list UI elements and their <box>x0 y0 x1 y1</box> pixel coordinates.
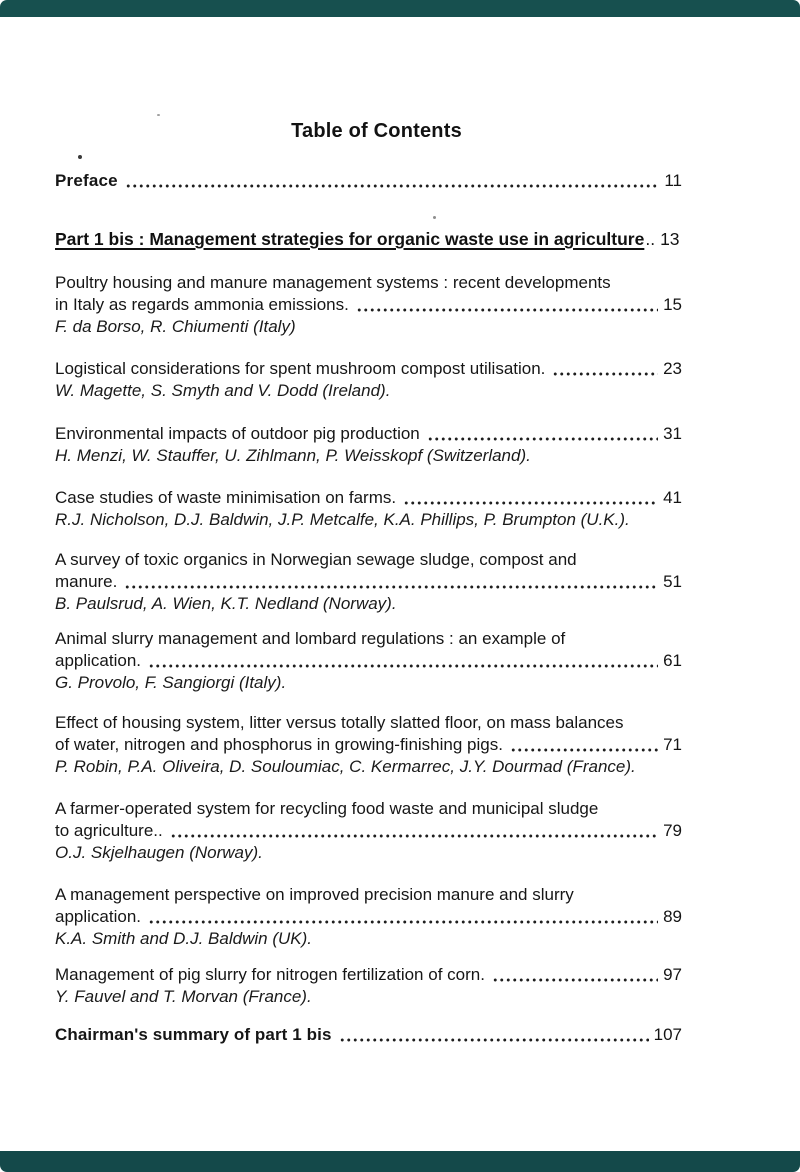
toc-entry <box>55 549 682 615</box>
toc-entry-title-row <box>55 358 682 380</box>
toc-entry-title-row <box>55 571 682 593</box>
toc-entry-title: A farmer-operated system for recycling food waste and municipal sludge <box>55 799 599 818</box>
page-number: 79 <box>663 821 682 840</box>
toc-entry-title-row <box>55 294 682 316</box>
toc-entry-authors: K.A. Smith and D.J. Baldwin (UK). <box>55 929 312 948</box>
dot-leader <box>148 906 658 928</box>
toc-entry-title-row <box>55 734 682 756</box>
toc-entry-title: A management perspective on improved precision manure and slurry <box>55 885 574 904</box>
dot-leader <box>552 358 658 380</box>
toc-entry-title-cont: in Italy as regards ammonia emissions. <box>55 295 349 314</box>
toc-entry-authors: P. Robin, P.A. Oliveira, D. Souloumiac, C. Kermarrec, J.Y. Dourmad (France). <box>55 757 636 776</box>
page-number: 89 <box>663 907 682 926</box>
page-number: 71 <box>663 735 682 754</box>
toc-entry-authors: O.J. Skjelhaugen (Norway). <box>55 843 263 862</box>
toc-entry <box>55 884 682 950</box>
page-number: 13 <box>660 229 680 249</box>
toc-entry-authors: W. Magette, S. Smyth and V. Dodd (Ireland). <box>55 381 391 400</box>
toc-entry-authors: G. Provolo, F. Sangiorgi (Italy). <box>55 673 287 692</box>
toc-entry-authors: Y. Fauvel and T. Morvan (France). <box>55 987 312 1006</box>
part-heading-trailing-dots: .. <box>645 229 656 249</box>
preface-label: Preface <box>55 171 118 190</box>
toc-entry-title-cont: application. <box>55 651 142 670</box>
dot-leader <box>125 170 660 192</box>
page-number: 11 <box>664 171 682 190</box>
toc-entry <box>55 628 682 694</box>
toc-entry <box>55 423 682 467</box>
page-number: 51 <box>663 572 682 591</box>
toc-entry-title-cont: application. <box>55 907 142 926</box>
toc-entry-title-row <box>55 650 682 672</box>
dot-leader <box>148 650 658 672</box>
toc-part-heading-row <box>55 228 682 250</box>
toc-entry-authors: B. Paulsrud, A. Wien, K.T. Nedland (Norway). <box>55 594 397 613</box>
dot-leader <box>339 1024 649 1046</box>
toc-entry <box>55 712 682 778</box>
page-number: 61 <box>663 651 682 670</box>
dot-leader <box>492 964 658 986</box>
page-number: 41 <box>663 488 682 507</box>
toc-entry <box>55 798 682 864</box>
page-number: 31 <box>663 424 682 443</box>
toc-entry-title-cont: manure. <box>55 572 118 591</box>
toc-entry-title: Poultry housing and manure management systems : recent developments <box>55 273 611 292</box>
toc-chairman-row <box>55 1024 682 1046</box>
toc-entry-title: Environmental impacts of outdoor pig production <box>55 424 420 443</box>
bottom-edge-bar <box>0 1151 800 1172</box>
dot-leader <box>403 487 658 509</box>
toc-entry-title-row <box>55 964 682 986</box>
page-number: 15 <box>663 295 682 314</box>
toc-entry-title: Case studies of waste minimisation on farms. <box>55 488 397 507</box>
dot-leader <box>124 571 658 593</box>
toc-entry-title: A survey of toxic organics in Norwegian sewage sludge, compost and <box>55 550 577 569</box>
page-number: 23 <box>663 359 682 378</box>
toc-entry-title: Effect of housing system, litter versus totally slatted floor, on mass balances <box>55 713 624 732</box>
chairman-summary-label: Chairman's summary of part 1 bis <box>55 1025 332 1044</box>
page-title: Table of Contents <box>291 120 462 142</box>
toc-entry-title-cont: of water, nitrogen and phosphorus in growing-finishing pigs. <box>55 735 503 754</box>
toc-entry-title-row <box>55 820 682 842</box>
toc-content <box>55 0 682 1046</box>
dot-leader <box>427 423 658 445</box>
dot-leader <box>510 734 658 756</box>
toc-entry-title: Animal slurry management and lombard regulations : an example of <box>55 629 566 648</box>
toc-entry-authors: F. da Borso, R. Chiumenti (Italy) <box>55 317 296 336</box>
dot-leader <box>170 820 658 842</box>
toc-preface-row <box>55 170 682 192</box>
part-heading: Part 1 bis : Management strategies for organic waste use in agriculture <box>55 229 645 249</box>
toc-entry-authors: R.J. Nicholson, D.J. Baldwin, J.P. Metcalfe, K.A. Phillips, P. Brumpton (U.K.). <box>55 510 630 529</box>
toc-entry-title-row <box>55 487 682 509</box>
toc-entry-authors: H. Menzi, W. Stauffer, U. Zihlmann, P. Weisskopf (Switzerland). <box>55 446 531 465</box>
dot-leader <box>356 294 658 316</box>
toc-entry-title-cont: to agriculture.. <box>55 821 163 840</box>
toc-entry <box>55 487 682 531</box>
toc-entry-title: Management of pig slurry for nitrogen fertilization of corn. <box>55 965 485 984</box>
toc-entry-title-row <box>55 906 682 928</box>
page-number: 107 <box>653 1025 682 1044</box>
toc-entry <box>55 358 682 402</box>
toc-entry-title-row <box>55 423 682 445</box>
toc-entry <box>55 272 682 338</box>
toc-entry-title: Logistical considerations for spent mushroom compost utilisation. <box>55 359 546 378</box>
toc-entry <box>55 964 682 1008</box>
page-number: 97 <box>663 965 682 984</box>
